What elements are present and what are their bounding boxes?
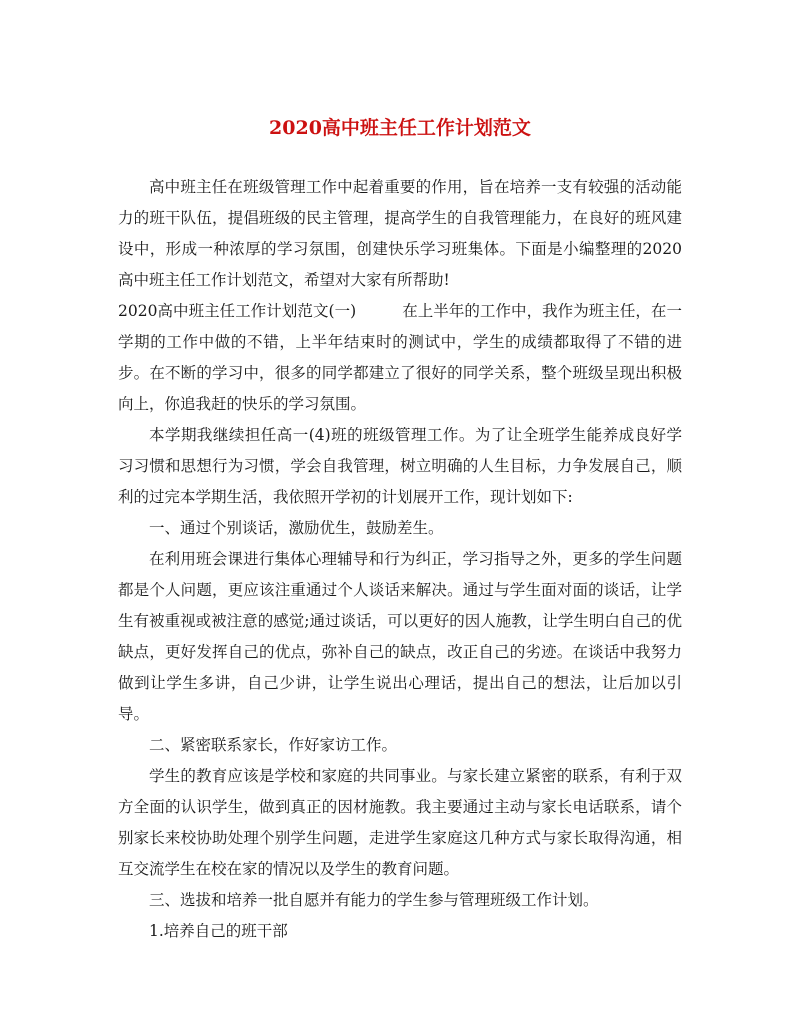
paragraph-item-one: 一、通过个别谈话，激励优生，鼓励差生。 xyxy=(149,519,444,537)
paragraph-item-three: 三、选拔和培养一批自愿并有能力的学生参与管理班级工作计划。 xyxy=(149,891,599,909)
section-one-text: 在上半年的工作中，我作为班主任，在一学期的工作中做的不错，上半年结束时的测试中，学生的成绩都取得了不错的进步。在不断的学习中，很多的同学都建立了很好的同学关系，整个班级呈现出积极向上，你追我赶的快乐的学习氛围。 xyxy=(118,302,682,413)
section-one-heading: 2020高中班主任工作计划范文(一) xyxy=(118,302,357,320)
paragraph-plan-intro: 本学期我继续担任高一(4)班的班级管理工作。为了让全班学生能养成良好学习习惯和思想行为习惯，学会自我管理，树立明确的人生目标，力争发展自己，顺利的过完本学期生活，我依照开学初的计划展开工作，现计划如下: xyxy=(118,426,682,506)
paragraph-item-two: 二、紧密联系家长，作好家访工作。 xyxy=(149,736,398,754)
document-title: 2020高中班主任工作计划范文 xyxy=(269,117,531,139)
paragraph-section-one xyxy=(118,296,682,420)
paragraph-intro: 高中班主任在班级管理工作中起着重要的作用，旨在培养一支有较强的活动能力的班干队伍，提倡班级的民主管理，提高学生的自我管理能力，在良好的班风建设中，形成一种浓厚的学习氛围，创建快乐学习班集体。下面是小编整理的2020高中班主任工作计划范文，希望对大家有所帮助! xyxy=(118,178,682,289)
paragraph-item-two-detail: 学生的教育应该是学校和家庭的共同事业。与家长建立紧密的联系，有利于双方全面的认识学生，做到真正的因材施教。我主要通过主动与家长电话联系，请个别家长来校协助处理个别学生问题，走进学生家庭这几种方式与家长取得沟通，相互交流学生在校在家的情况以及学生的教育问题。 xyxy=(118,767,682,878)
document-body xyxy=(118,172,682,947)
paragraph-item-one-detail: 在利用班会课进行集体心理辅导和行为纠正，学习指导之外，更多的学生问题都是个人问题，更应该注重通过个人谈话来解决。通过与学生面对面的谈话，让学生有被重视或被注意的感觉;通过谈话，可以更好的因人施教，让学生明白自己的优缺点，更好发挥自己的优点，弥补自己的缺点，改正自己的劣迹。在谈话中我努力做到让学生多讲，自己少讲，让学生说出心理话，提出自己的想法，让后加以引导。 xyxy=(118,550,682,723)
paragraph-item-three-sub-one: 1.培养自己的班干部 xyxy=(149,922,288,940)
